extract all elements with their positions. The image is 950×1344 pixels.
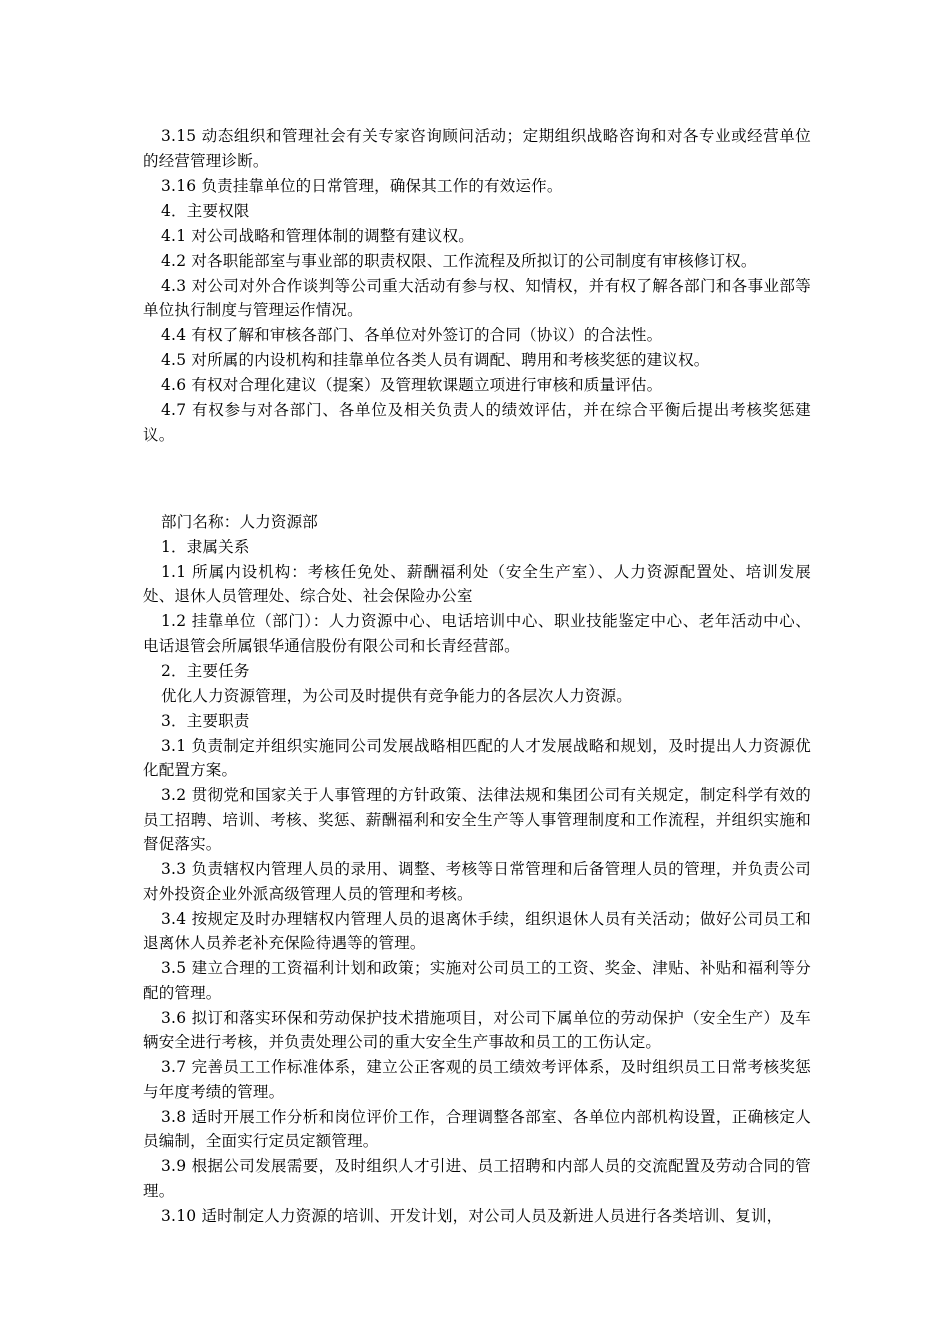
paragraph: 3.9 根据公司发展需要，及时组织人才引进、员工招聘和内部人员的交流配置及劳动合同的管理。 — [143, 1157, 811, 1200]
paragraph: 4.7 有权参与对各部门、各单位及相关负责人的绩效评估，并在综合平衡后提出考核奖惩建议。 — [143, 401, 811, 444]
paragraph: 4.6 有权对合理化建议（提案）及管理软课题立项进行审核和质量评估。 — [161, 376, 663, 394]
paragraph: 3.2 贯彻党和国家关于人事管理的方针政策、法律法规和集团公司有关规定，制定科学有效的员工招聘、培训、考核、奖惩、薪酬福利和安全生产等人事管理制度和工作流程，并组织实施和督促落实。 — [143, 786, 811, 853]
paragraph: 3.10 适时制定人力资源的培训、开发计划，对公司人员及新进人员进行各类培训、复训， — [161, 1206, 783, 1225]
paragraph: 3.1 负责制定并组织实施同公司发展战略相匹配的人才发展战略和规划，及时提出人力资源优化配置方案。 — [143, 736, 811, 779]
paragraph: 3.5 建立合理的工资福利计划和政策；实施对公司员工的工资、奖金、津贴、补贴和福利等分配的管理。 — [143, 959, 811, 1002]
paragraph: 1.2 挂靠单位（部门）：人力资源中心、电话培训中心、职业技能鉴定中心、老年活动中心、电话退管会所属银华通信股份有限公司和长青经营部。 — [143, 612, 811, 655]
paragraph: 4.5 对所属的内设机构和挂靠单位各类人员有调配、聘用和考核奖惩的建议权。 — [161, 351, 710, 369]
paragraph: 3.16 负责挂靠单位的日常管理，确保其工作的有效运作。 — [161, 176, 563, 195]
document-body — [143, 124, 811, 1229]
paragraph: 3.6 拟订和落实环保和劳动保护技术措施项目，对公司下属单位的劳动保护（安全生产）及车辆安全进行考核，并负责处理公司的重大安全生产事故和员工的工伤认定。 — [143, 1008, 811, 1051]
paragraph: 1.1 所属内设机构：考核任免处、薪酬福利处（安全生产室）、人力资源配置处、培训发展处、退休人员管理处、综合处、社会保险办公室 — [143, 562, 811, 605]
paragraph: 4.3 对公司对外合作谈判等公司重大活动有参与权、知情权，并有权了解各部门和各事业部等单位执行制度与管理运作情况。 — [143, 276, 811, 319]
paragraph: 3.7 完善员工工作标准体系，建立公正客观的员工绩效考评体系，及时组织员工日常考核奖惩与年度考绩的管理。 — [143, 1058, 811, 1101]
section-gap — [143, 448, 811, 510]
section-heading: 1．隶属关系 — [161, 537, 250, 556]
section-heading: 2．主要任务 — [161, 661, 250, 680]
paragraph: 4.4 有权了解和审核各部门、各单位对外签订的合同（协议）的合法性。 — [161, 326, 663, 344]
paragraph: 3.15 动态组织和管理社会有关专家咨询顾问活动；定期组织战略咨询和对各专业或经营单位的经营管理诊断。 — [143, 127, 811, 170]
section-heading: 3．主要职责 — [161, 711, 250, 730]
paragraph: 4.2 对各职能部室与事业部的职责权限、工作流程及所拟订的公司制度有审核修订权。 — [161, 251, 757, 270]
paragraph: 优化人力资源管理，为公司及时提供有竞争能力的各层次人力资源。 — [161, 686, 633, 705]
paragraph: 3.3 负责辖权内管理人员的录用、调整、考核等日常管理和后备管理人员的管理，并负责公司对外投资企业外派高级管理人员的管理和考核。 — [143, 860, 811, 903]
paragraph: 4.1 对公司战略和管理体制的调整有建议权。 — [161, 226, 474, 245]
department-name: 部门名称：人力资源部 — [161, 512, 319, 531]
section-heading: 4．主要权限 — [161, 201, 250, 220]
paragraph: 3.4 按规定及时办理辖权内管理人员的退离休手续，组织退休人员有关活动；做好公司员工和退离休人员养老补充保险待遇等的管理。 — [143, 909, 811, 952]
paragraph: 3.8 适时开展工作分析和岗位评价工作，合理调整各部室、各单位内部机构设置，正确核定人员编制，全面实行定员定额管理。 — [143, 1107, 811, 1150]
